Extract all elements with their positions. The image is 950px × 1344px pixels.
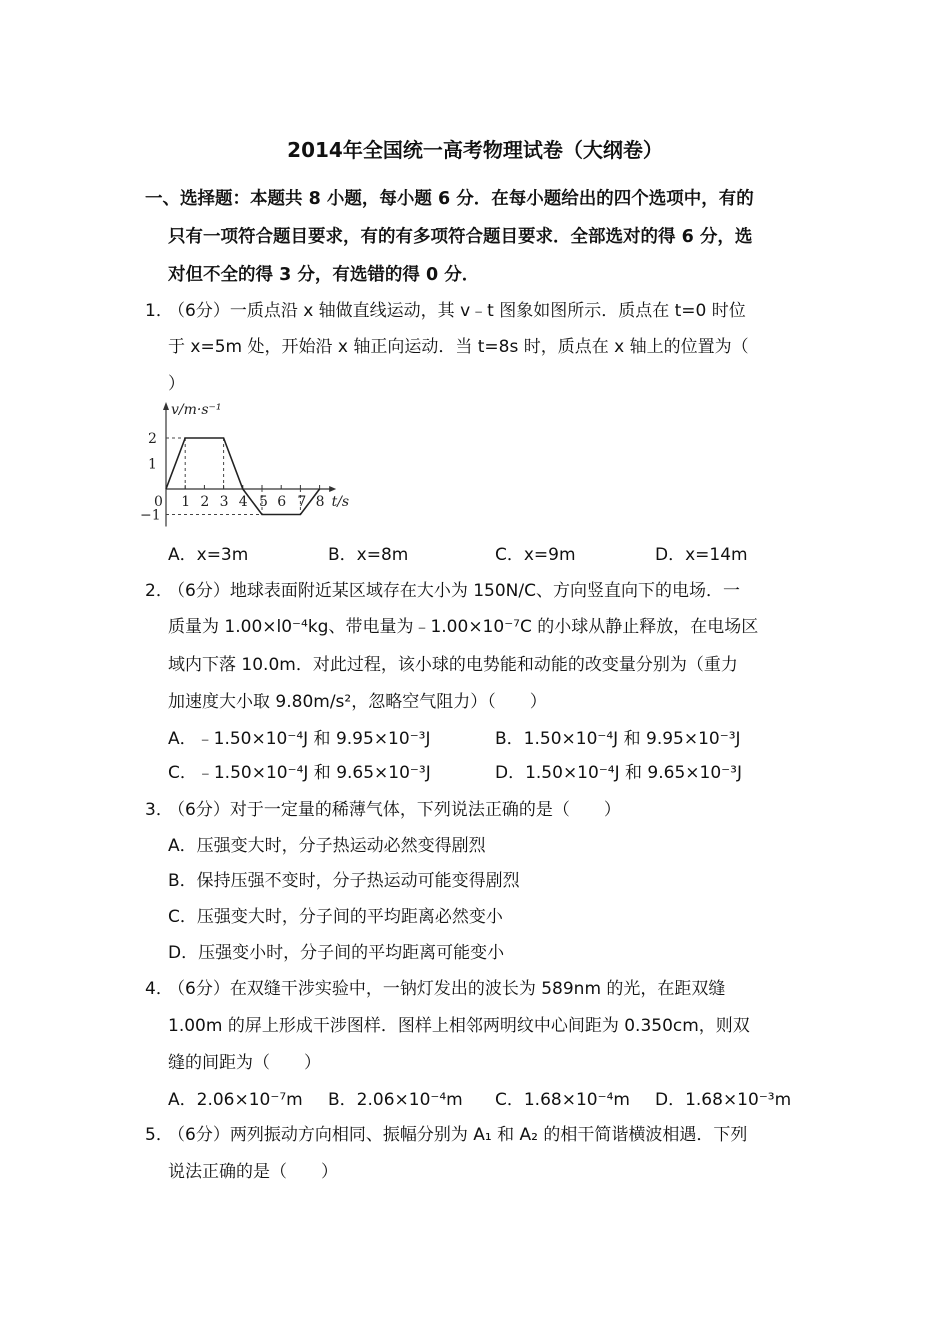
question-number: 2．	[145, 581, 173, 601]
question-text: （6分）两列振动方向相同、振幅分别为 A₁ 和 A₂ 的相干简谐横波相遇．下列	[168, 1125, 748, 1145]
option-b: B．1.50×10⁻⁴J 和 9.95×10⁻³J	[495, 729, 741, 749]
option-a: A．压强变大时，分子热运动必然变得剧烈	[168, 836, 486, 856]
y-axis-label: v/m·s⁻¹	[171, 402, 222, 418]
option-d: D．x=14m	[655, 545, 748, 565]
x-tick-label: 8	[315, 494, 325, 510]
option-b: B．保持压强不变时，分子热运动可能变得剧烈	[168, 871, 520, 891]
question-text: 质量为 1.00×l0⁻⁴kg、带电量为﹣1.00×10⁻⁷C 的小球从静止释放，在电场区	[168, 617, 759, 637]
x-tick-label: 6	[277, 494, 287, 510]
question-text: （6分）在双缝干涉实验中，一钠灯发出的波长为 589nm 的光，在距双缝	[168, 979, 726, 999]
section-heading-line: 只有一项符合题目要求，有的有多项符合题目要求．全部选对的得 6 分，选	[168, 227, 753, 247]
question-text: 加速度大小取 9.80m/s²，忽略空气阻力）（ ）	[168, 692, 547, 712]
question-text: ）	[168, 374, 185, 394]
option-b: B．x=8m	[328, 545, 409, 565]
question-text: （6分）一质点沿 x 轴做直线运动，其 v﹣t 图象如图所示．质点在 t=0 时位	[168, 301, 746, 321]
y-tick-label: −1	[140, 507, 161, 524]
option-d: D．1.50×10⁻⁴J 和 9.65×10⁻³J	[495, 763, 742, 783]
x-tick-label: 0	[154, 494, 163, 510]
question-text: 缝的间距为（ ）	[168, 1053, 321, 1073]
document-title: 2014年全国统一高考物理试卷（大纲卷）	[287, 138, 663, 162]
question-text: （6分）地球表面附近某区域存在大小为 150N/C、方向竖直向下的电场．一	[168, 581, 740, 601]
question-text: 域内下落 10.0m．对此过程，该小球的电势能和动能的改变量分别为（重力	[168, 655, 738, 675]
option-c: C．﹣1.50×10⁻⁴J 和 9.65×10⁻³J	[168, 763, 431, 783]
section-heading-line: 一、选择题：本题共 8 小题，每小题 6 分．在每小题给出的四个选项中，有的	[145, 189, 754, 209]
question-number: 1．	[145, 301, 173, 321]
x-axis-label: t/s	[331, 494, 350, 510]
question-number: 3．	[145, 800, 173, 820]
x-tick-label: 3	[219, 494, 229, 510]
x-tick-label: 4	[238, 494, 248, 510]
question-text: 于 x=5m 处，开始沿 x 轴正向运动．当 t=8s 时，质点在 x 轴上的位置为（	[168, 337, 749, 357]
question-number: 4．	[145, 979, 173, 999]
x-tick-label: 5	[259, 494, 268, 510]
x-tick-label: 1	[181, 494, 191, 510]
x-tick-label: 2	[200, 494, 210, 510]
section-heading-line: 对但不全的得 3 分，有选错的得 0 分．	[168, 265, 480, 285]
option-d: D．1.68×10⁻³m	[655, 1090, 792, 1110]
question-text: 1.00m 的屏上形成干涉图样．图样上相邻两明纹中心间距为 0.350cm，则双	[168, 1016, 750, 1036]
option-c: C．压强变大时，分子间的平均距离必然变小	[168, 907, 503, 927]
y-axis-arrow-icon	[163, 402, 169, 410]
vt-graph	[140, 400, 370, 540]
option-b: B．2.06×10⁻⁴m	[328, 1090, 463, 1110]
option-c: C．x=9m	[495, 545, 576, 565]
question-text: （6分）对于一定量的稀薄气体，下列说法正确的是（ ）	[168, 800, 621, 820]
x-axis-arrow-icon	[329, 486, 336, 492]
option-c: C．1.68×10⁻⁴m	[495, 1090, 630, 1110]
option-a: A．2.06×10⁻⁷m	[168, 1090, 303, 1110]
option-a: A．x=3m	[168, 545, 249, 565]
x-tick-label: 7	[297, 494, 307, 510]
option-a: A．﹣1.50×10⁻⁴J 和 9.95×10⁻³J	[168, 729, 431, 749]
y-tick-label: 2	[148, 431, 157, 447]
question-text: 说法正确的是（ ）	[168, 1162, 338, 1182]
option-d: D．压强变小时，分子间的平均距离可能变小	[168, 943, 505, 963]
y-tick-label: 1	[148, 456, 157, 473]
question-number: 5．	[145, 1125, 173, 1145]
